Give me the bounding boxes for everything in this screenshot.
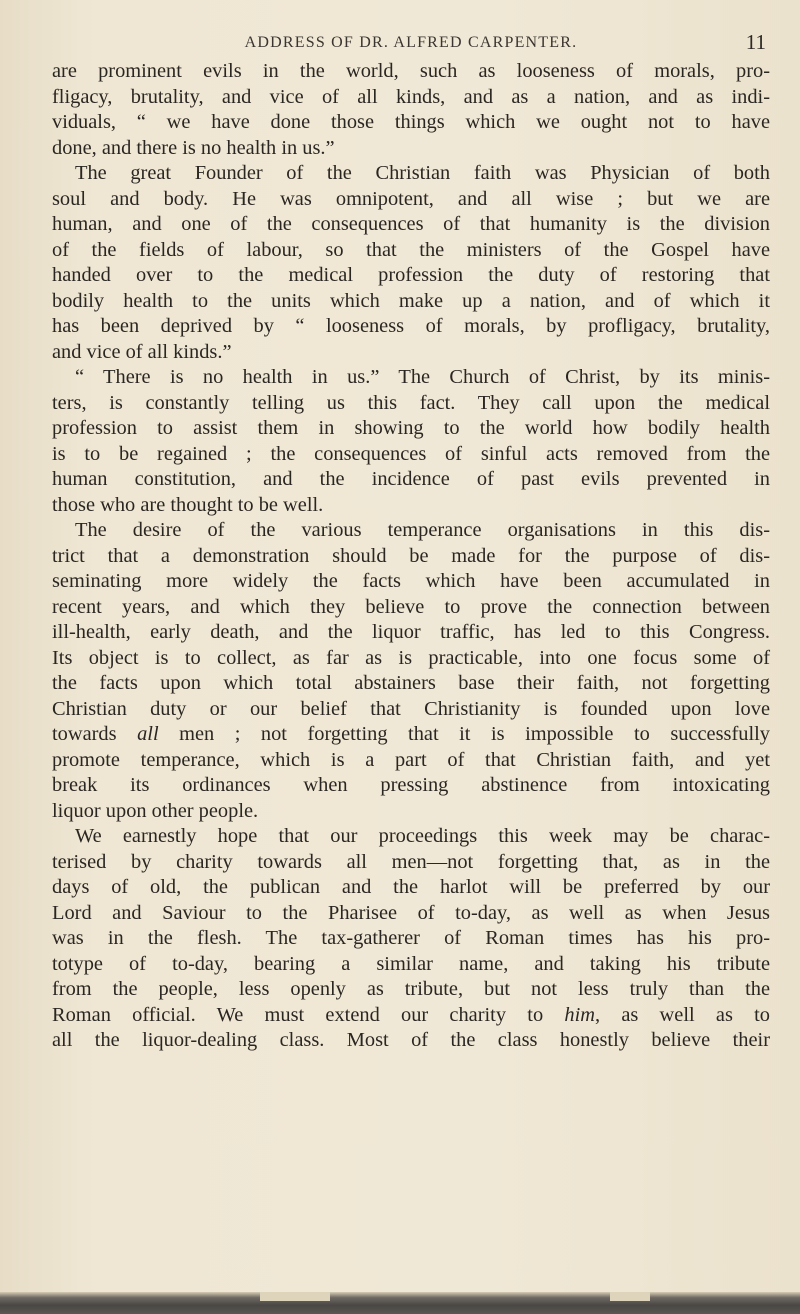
text-line	[52, 1003, 770, 1029]
text-line: viduals, “ we have done those things which we ought not to have	[52, 111, 770, 133]
text-line: all the liquor-dealing class. Most of the class honestly believe their	[52, 1029, 770, 1051]
running-title: ADDRESS OF DR. ALFRED CARPENTER.	[244, 34, 578, 51]
page-header	[52, 30, 770, 56]
page-number: 11	[745, 30, 766, 54]
text-segment: , as well as to	[594, 1003, 770, 1026]
text-line: handed over to the medical profession the duty of restoring that	[52, 264, 770, 286]
text-line: terised by charity towards all men—not forgetting that, as in the	[52, 850, 770, 873]
paragraph-start-line: “ There is no health in us.” The Church of Christ, by its minis-	[75, 366, 770, 388]
text-line: profession to assist them in showing to the world how bodily health	[52, 417, 770, 439]
edge-gap	[610, 1292, 650, 1301]
text-line: was in the flesh. The tax-gatherer of Roman times has his pro-	[52, 927, 770, 949]
paragraph-start-line: The desire of the various temperance organisations in this dis-	[75, 519, 770, 541]
text-segment: towards	[52, 723, 138, 745]
text-line: Lord and Saviour to the Pharisee of to-day, as well as when Jesus	[52, 901, 770, 924]
text-line: seminating more widely the facts which have been accumulated in	[52, 570, 770, 592]
text-line: Christian duty or our belief that Christianity is founded upon love	[52, 697, 770, 720]
italic-word: him	[564, 1003, 595, 1026]
text-line: and vice of all kinds.”	[52, 340, 232, 363]
text-line: recent years, and which they believe to prove the connection between	[52, 595, 770, 618]
text-line: Its object is to collect, as far as is practicable, into one focus some of	[52, 646, 770, 669]
text-line: those who are thought to be well.	[52, 493, 324, 516]
text-line: are prominent evils in the world, such as looseness of morals, pro-	[52, 60, 770, 82]
body-text	[52, 59, 770, 1054]
text-line	[52, 722, 770, 748]
text-line: fligacy, brutality, and vice of all kinds, and as a nation, and as indi-	[52, 85, 770, 108]
edge-gap	[260, 1292, 330, 1301]
text-line: human constitution, and the incidence of past evils prevented in	[52, 468, 770, 490]
text-line: ill-health, early death, and the liquor traffic, has led to this Congress.	[52, 621, 770, 643]
text-line: days of old, the publican and the harlot will be preferred by our	[52, 876, 770, 898]
text-line: from the people, less openly as tribute, but not less truly than the	[52, 978, 770, 1000]
text-line: totype of to-day, bearing a similar name, and taking his tribute	[52, 952, 770, 975]
text-line: promote temperance, which is a part of that Christian faith, and yet	[52, 748, 770, 771]
text-line: ters, is constantly telling us this fact. They call upon the medical	[52, 391, 770, 414]
text-line: of the fields of labour, so that the ministers of the Gospel have	[52, 238, 770, 261]
text-line: bodily health to the units which make up a nation, and of which it	[52, 289, 770, 312]
text-line: trict that a demonstration should be made for the purpose of dis-	[52, 544, 770, 567]
text-line: liquor upon other people.	[52, 799, 259, 822]
text-line: is to be regained ; the consequences of sinful acts removed from the	[52, 442, 770, 465]
paragraph-start-line: We earnestly hope that our proceedings this week may be charac-	[75, 825, 770, 847]
paragraph-start-line: The great Founder of the Christian faith was Physician of both	[75, 162, 770, 184]
text-line: has been deprived by “ looseness of morals, by profligacy, brutality,	[52, 315, 770, 337]
text-line: done, and there is no health in us.”	[52, 136, 335, 159]
text-line: soul and body. He was omnipotent, and all wise ; but we are	[52, 187, 770, 210]
text-segment: Roman official. We must extend our charity to	[52, 1003, 565, 1026]
text-segment: men ; not forgetting that it is impossible to successfully	[158, 723, 770, 745]
page-bottom-edge	[0, 1292, 800, 1314]
italic-word: all	[137, 723, 159, 745]
text-line: the facts upon which total abstainers base their faith, not forgetting	[52, 672, 770, 694]
text-line: break its ordinances when pressing abstinence from intoxicating	[52, 774, 770, 796]
text-line: human, and one of the consequences of that humanity is the division	[52, 213, 770, 235]
